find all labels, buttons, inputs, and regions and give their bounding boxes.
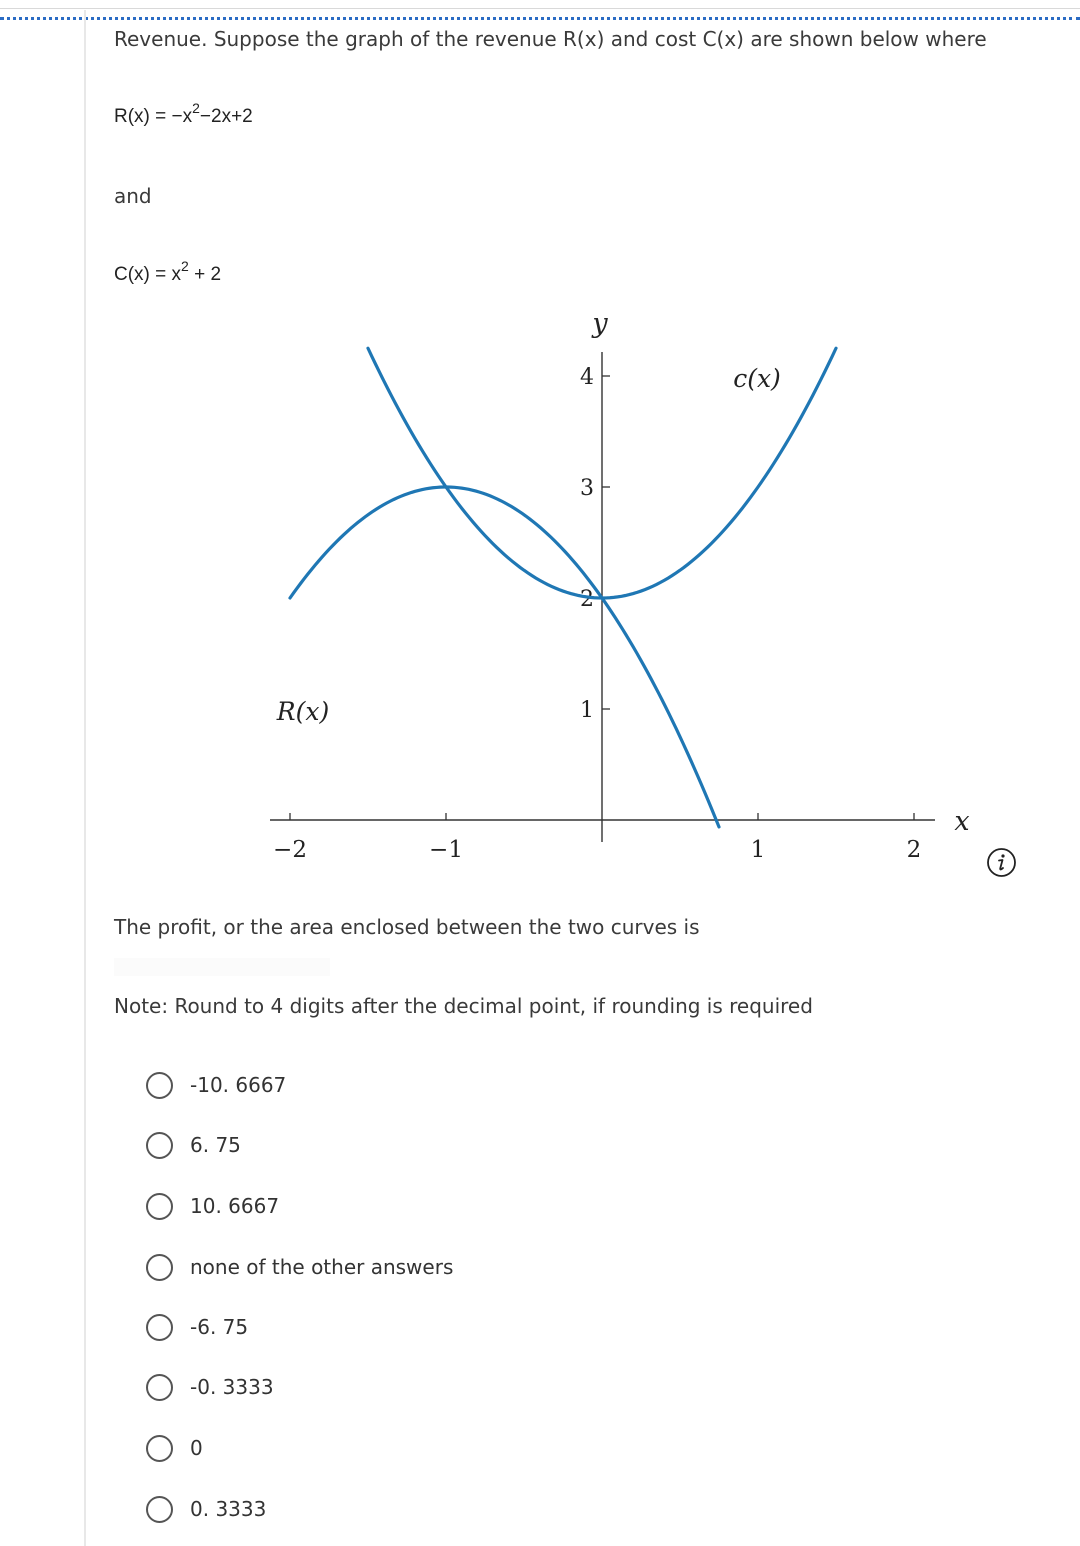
info-icon[interactable] bbox=[986, 847, 1017, 878]
x-axis-label: x bbox=[954, 806, 970, 837]
y-tick-label: 2 bbox=[580, 587, 594, 612]
option-label: 0 bbox=[190, 1436, 203, 1460]
option-3[interactable] bbox=[146, 1189, 279, 1223]
info-icon-glyph bbox=[986, 847, 1017, 878]
radio-button[interactable] bbox=[146, 1132, 173, 1159]
x-tick-label: 1 bbox=[750, 837, 766, 863]
revenue-formula-rhs: −2x+2 bbox=[199, 106, 253, 127]
option-4[interactable] bbox=[146, 1250, 453, 1284]
option-5[interactable] bbox=[146, 1310, 248, 1344]
option-6[interactable] bbox=[146, 1370, 274, 1404]
question-intro: Revenue. Suppose the graph of the revenue R(x) and cost C(x) are shown below where bbox=[114, 27, 987, 51]
revenue-formula-exponent: 2 bbox=[192, 100, 200, 116]
option-label: 0. 3333 bbox=[190, 1497, 267, 1521]
y-tick-label: 3 bbox=[580, 476, 594, 501]
cost-curve-label: c(x) bbox=[733, 364, 781, 393]
x-tick-label: −1 bbox=[429, 837, 463, 863]
y-tick-label: 4 bbox=[580, 365, 594, 390]
cost-formula-exponent: 2 bbox=[181, 258, 189, 274]
option-7[interactable] bbox=[146, 1431, 203, 1465]
cost-formula-lhs: C(x) = x bbox=[114, 264, 182, 285]
revenue-formula-lhs: R(x) = −x bbox=[114, 106, 193, 127]
curves bbox=[290, 348, 836, 827]
x-tick-label: −2 bbox=[273, 837, 307, 863]
option-label: 6. 75 bbox=[190, 1133, 241, 1157]
option-label: -0. 3333 bbox=[190, 1375, 274, 1399]
option-8[interactable] bbox=[146, 1492, 266, 1526]
cost-formula-rhs: + 2 bbox=[188, 264, 222, 285]
radio-button[interactable] bbox=[146, 1435, 173, 1462]
radio-button[interactable] bbox=[146, 1496, 173, 1523]
radio-button[interactable] bbox=[146, 1254, 173, 1281]
connector-text: and bbox=[114, 184, 152, 208]
y-tick-label: 1 bbox=[580, 698, 594, 723]
chart-labels bbox=[276, 308, 970, 837]
radio-button[interactable] bbox=[146, 1193, 173, 1220]
x-tick-label: 2 bbox=[906, 837, 922, 863]
option-label: 10. 6667 bbox=[190, 1194, 280, 1218]
radio-button[interactable] bbox=[146, 1314, 173, 1341]
rounding-note: Note: Round to 4 digits after the decimal point, if rounding is required bbox=[114, 994, 813, 1018]
y-axis-label: y bbox=[592, 308, 608, 339]
question-prompt: The profit, or the area enclosed between the two curves is bbox=[114, 915, 700, 939]
axis-ticks bbox=[273, 365, 921, 863]
radio-button[interactable] bbox=[146, 1374, 173, 1401]
answer-blank bbox=[114, 958, 330, 976]
option-label: -6. 75 bbox=[190, 1315, 249, 1339]
radio-button[interactable] bbox=[146, 1072, 173, 1099]
option-label: none of the other answers bbox=[190, 1255, 454, 1279]
revenue-curve-label: R(x) bbox=[276, 697, 330, 726]
option-label: -10. 6667 bbox=[190, 1073, 287, 1097]
series-rx-curve bbox=[290, 487, 719, 827]
option-1[interactable] bbox=[146, 1068, 286, 1102]
option-2[interactable] bbox=[146, 1128, 241, 1162]
